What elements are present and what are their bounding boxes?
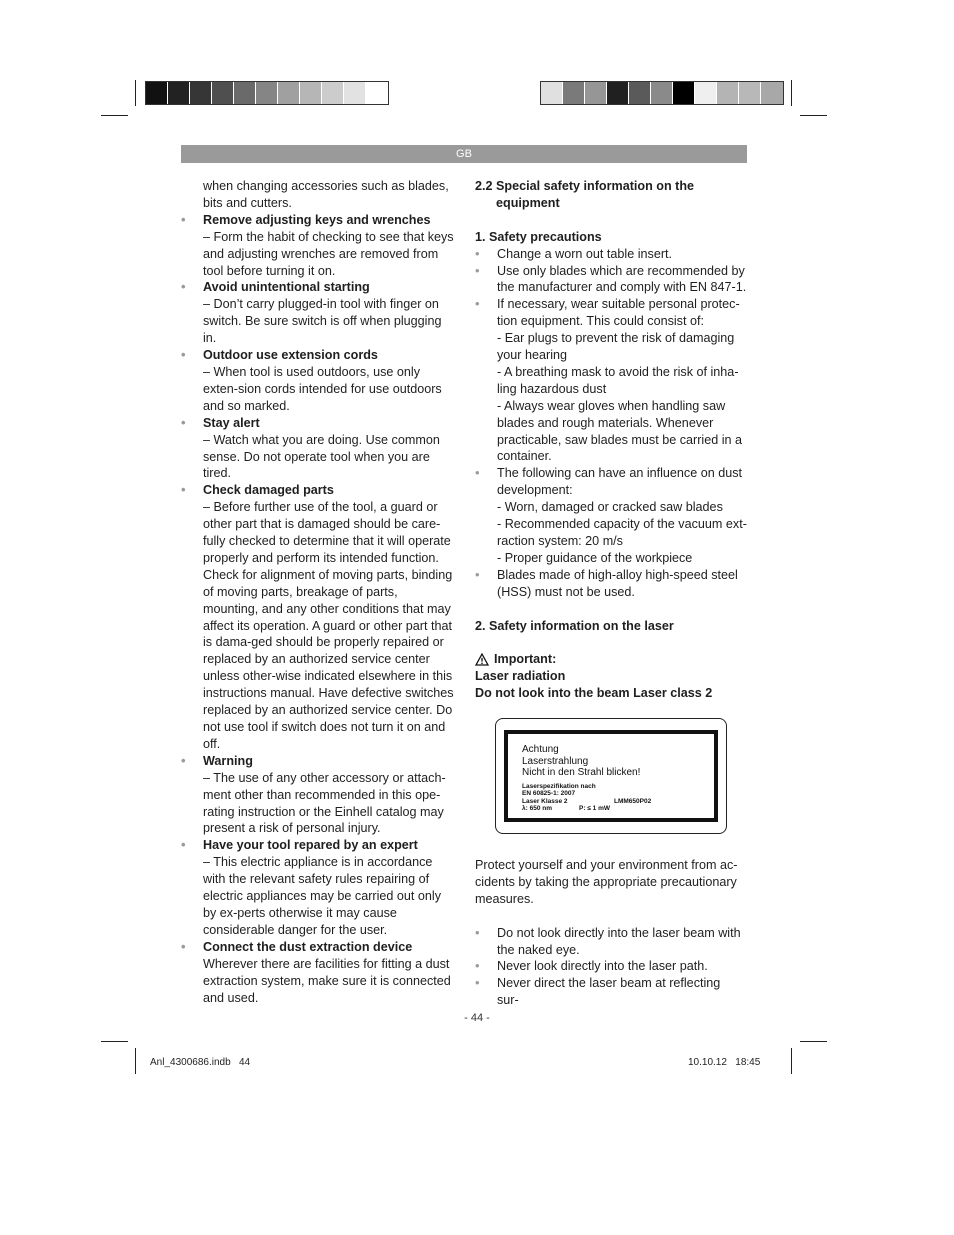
warning-triangle-icon <box>475 653 489 666</box>
section-title: • Check damaged parts <box>181 482 456 499</box>
label-spec: Laser Klasse 2 <box>522 797 568 805</box>
label-power: P: ≤ 1 mW <box>579 805 611 812</box>
color-swatch <box>366 82 388 104</box>
subheading-laser-safety: 2. Safety information on the laser <box>475 618 674 633</box>
page-number: - 44 - <box>464 1012 490 1024</box>
crop-mark <box>791 1048 792 1074</box>
list-item: • Do not look directly into the laser beam with the naked eye. <box>475 925 745 959</box>
section-text: – Watch what you are doing. Use common sense. Do not operate tool when you are tired. <box>203 432 440 481</box>
list-item: • Never look directly into the laser path. <box>475 958 745 975</box>
crop-mark <box>800 115 827 116</box>
list-item: • If necessary, wear suitable personal protec-tion equipment. This could consist of: <box>475 296 750 330</box>
color-calibration-strip-left <box>145 81 389 105</box>
laser-radiation-text: Laser radiation <box>475 669 566 684</box>
list-item: • Never direct the laser beam at reflecting sur- <box>475 975 745 1009</box>
color-swatch <box>190 82 212 104</box>
color-swatch <box>278 82 300 104</box>
section-title: • Warning <box>181 753 456 770</box>
laser-label-inner <box>504 730 718 822</box>
section-text: – Form the habit of checking to see that keys and adjusting wrenches are removed from tool before turning it on. <box>203 229 454 278</box>
color-swatch <box>673 82 695 104</box>
color-swatch <box>585 82 607 104</box>
crop-mark <box>101 1041 128 1042</box>
section-title: • Remove adjusting keys and wrenches <box>181 212 456 229</box>
left-column <box>181 178 456 1006</box>
label-line: Laserstrahlung <box>522 755 589 767</box>
dust-item: - Recommended capacity of the vacuum ext-raction system: 20 m/s <box>497 517 747 549</box>
dust-item: - Proper guidance of the workpiece <box>497 550 693 565</box>
section-text: – The use of any other accessory or attach-ment other than recommended in this ope-rating instruction or the Einhell catalog may present a risk of personal injury. <box>203 770 446 836</box>
label-spec-row <box>522 805 714 813</box>
language-bar <box>181 145 747 163</box>
color-swatch <box>739 82 761 104</box>
section-title: • Outdoor use extension cords <box>181 347 456 364</box>
crop-mark <box>135 80 136 106</box>
color-swatch <box>761 82 783 104</box>
laser-warning-label <box>495 718 727 834</box>
section-heading-2-2: 2.2 Special safety information on the equipment <box>475 178 750 212</box>
color-swatch <box>146 82 168 104</box>
label-model: LMM650P02 <box>614 797 652 805</box>
ppe-item: - Always wear gloves when handling saw blades and rough materials. Whenever practicable, saw blades must be carried in a container. <box>497 398 743 464</box>
section-text: – Before further use of the tool, a guard or other part that is damaged should be care-fully checked to determine that it will operate properly and perform its intended function. Check for alignment of moving parts, binding of moving parts, breakage of parts, mounting, and any other conditions that may affect its operation. A guard or other part that is dama-ged should be properly repaired or replaced by an authorized service center unless other-wise indicated elsewhere in this instructions manual. Have defective switches replaced by an authorized service center. Do not use tool if switch does not turn it on and off. <box>203 500 454 751</box>
subheading-safety-precautions: 1. Safety precautions <box>475 229 602 244</box>
important-notice <box>475 651 750 668</box>
color-swatch <box>607 82 629 104</box>
safety-sections <box>181 212 456 1007</box>
color-swatch <box>300 82 322 104</box>
label-wavelength: λ: 650 nm <box>522 805 552 812</box>
section-title: • Have your tool repared by an expert <box>181 837 456 854</box>
color-swatch <box>256 82 278 104</box>
color-calibration-strip-right <box>540 81 784 105</box>
color-swatch <box>629 82 651 104</box>
section-text: – When tool is used outdoors, use only exten-sion cords intended for use outdoors and so marked. <box>203 364 442 413</box>
label-spec: EN 60825-1: 2007 <box>522 790 576 797</box>
color-swatch <box>717 82 739 104</box>
do-not-look-text: Do not look into the beam Laser class 2 <box>475 686 713 701</box>
color-swatch <box>234 82 256 104</box>
label-line: Nicht in den Strahl blicken! <box>522 767 641 778</box>
color-swatch <box>168 82 190 104</box>
list-item: • Use only blades which are recommended by the manufacturer and comply with EN 847-1. <box>475 263 750 297</box>
list-item: • The following can have an influence on dust development: <box>475 465 750 499</box>
footer-file: Anl_4300686.indb 44 <box>150 1057 251 1068</box>
right-column <box>475 178 750 702</box>
label-spec: Laserspezifikation nach <box>522 782 596 790</box>
color-swatch <box>322 82 344 104</box>
color-swatch <box>695 82 717 104</box>
color-swatch <box>541 82 563 104</box>
section-title: • Avoid unintentional starting <box>181 279 456 296</box>
crop-mark <box>800 1041 827 1042</box>
crop-mark <box>135 1048 136 1074</box>
ppe-item: - Ear plugs to prevent the risk of damaging your hearing <box>497 331 735 363</box>
list-item: • Blades made of high-alloy high-speed steel (HSS) must not be used. <box>475 567 750 601</box>
section-text: – This electric appliance is in accordance with the relevant safety rules repairing of electric appliances may be carried out only by ex-perts otherwise it may cause considerable danger for the user. <box>203 855 442 937</box>
color-swatch <box>563 82 585 104</box>
color-swatch <box>212 82 234 104</box>
section-title: • Stay alert <box>181 415 456 432</box>
section-text: – Don’t carry plugged-in tool with finger on switch. Be sure switch is off when plugging in. <box>203 297 442 346</box>
intro-text: when changing accessories such as blades, bits and cutters. <box>203 179 449 210</box>
ppe-item: - A breathing mask to avoid the risk of inha-ling hazardous dust <box>497 364 739 396</box>
protect-text: Protect yourself and your environment from ac-cidents by taking the appropriate precautionary measures. <box>475 858 738 906</box>
footer-datetime: 10.10.12 18:45 <box>688 1057 761 1068</box>
list-item: • Change a worn out table insert. <box>475 246 750 263</box>
important-label: Important: <box>494 652 557 667</box>
section-title: • Connect the dust extraction device <box>181 939 456 956</box>
color-swatch <box>651 82 673 104</box>
crop-mark <box>101 115 128 116</box>
right-column-lower <box>475 857 745 1009</box>
dust-item: - Worn, damaged or cracked saw blades <box>497 500 723 515</box>
section-heading-2-2-text: Special safety information on the equipment <box>496 179 695 210</box>
section-text: Wherever there are facilities for fitting a dust extraction system, make sure it is connected and used. <box>203 956 451 1005</box>
language-code: GB <box>456 148 472 160</box>
crop-mark <box>791 80 792 106</box>
label-spec-row <box>522 798 714 806</box>
color-swatch <box>344 82 366 104</box>
label-line: Achtung <box>522 744 559 755</box>
